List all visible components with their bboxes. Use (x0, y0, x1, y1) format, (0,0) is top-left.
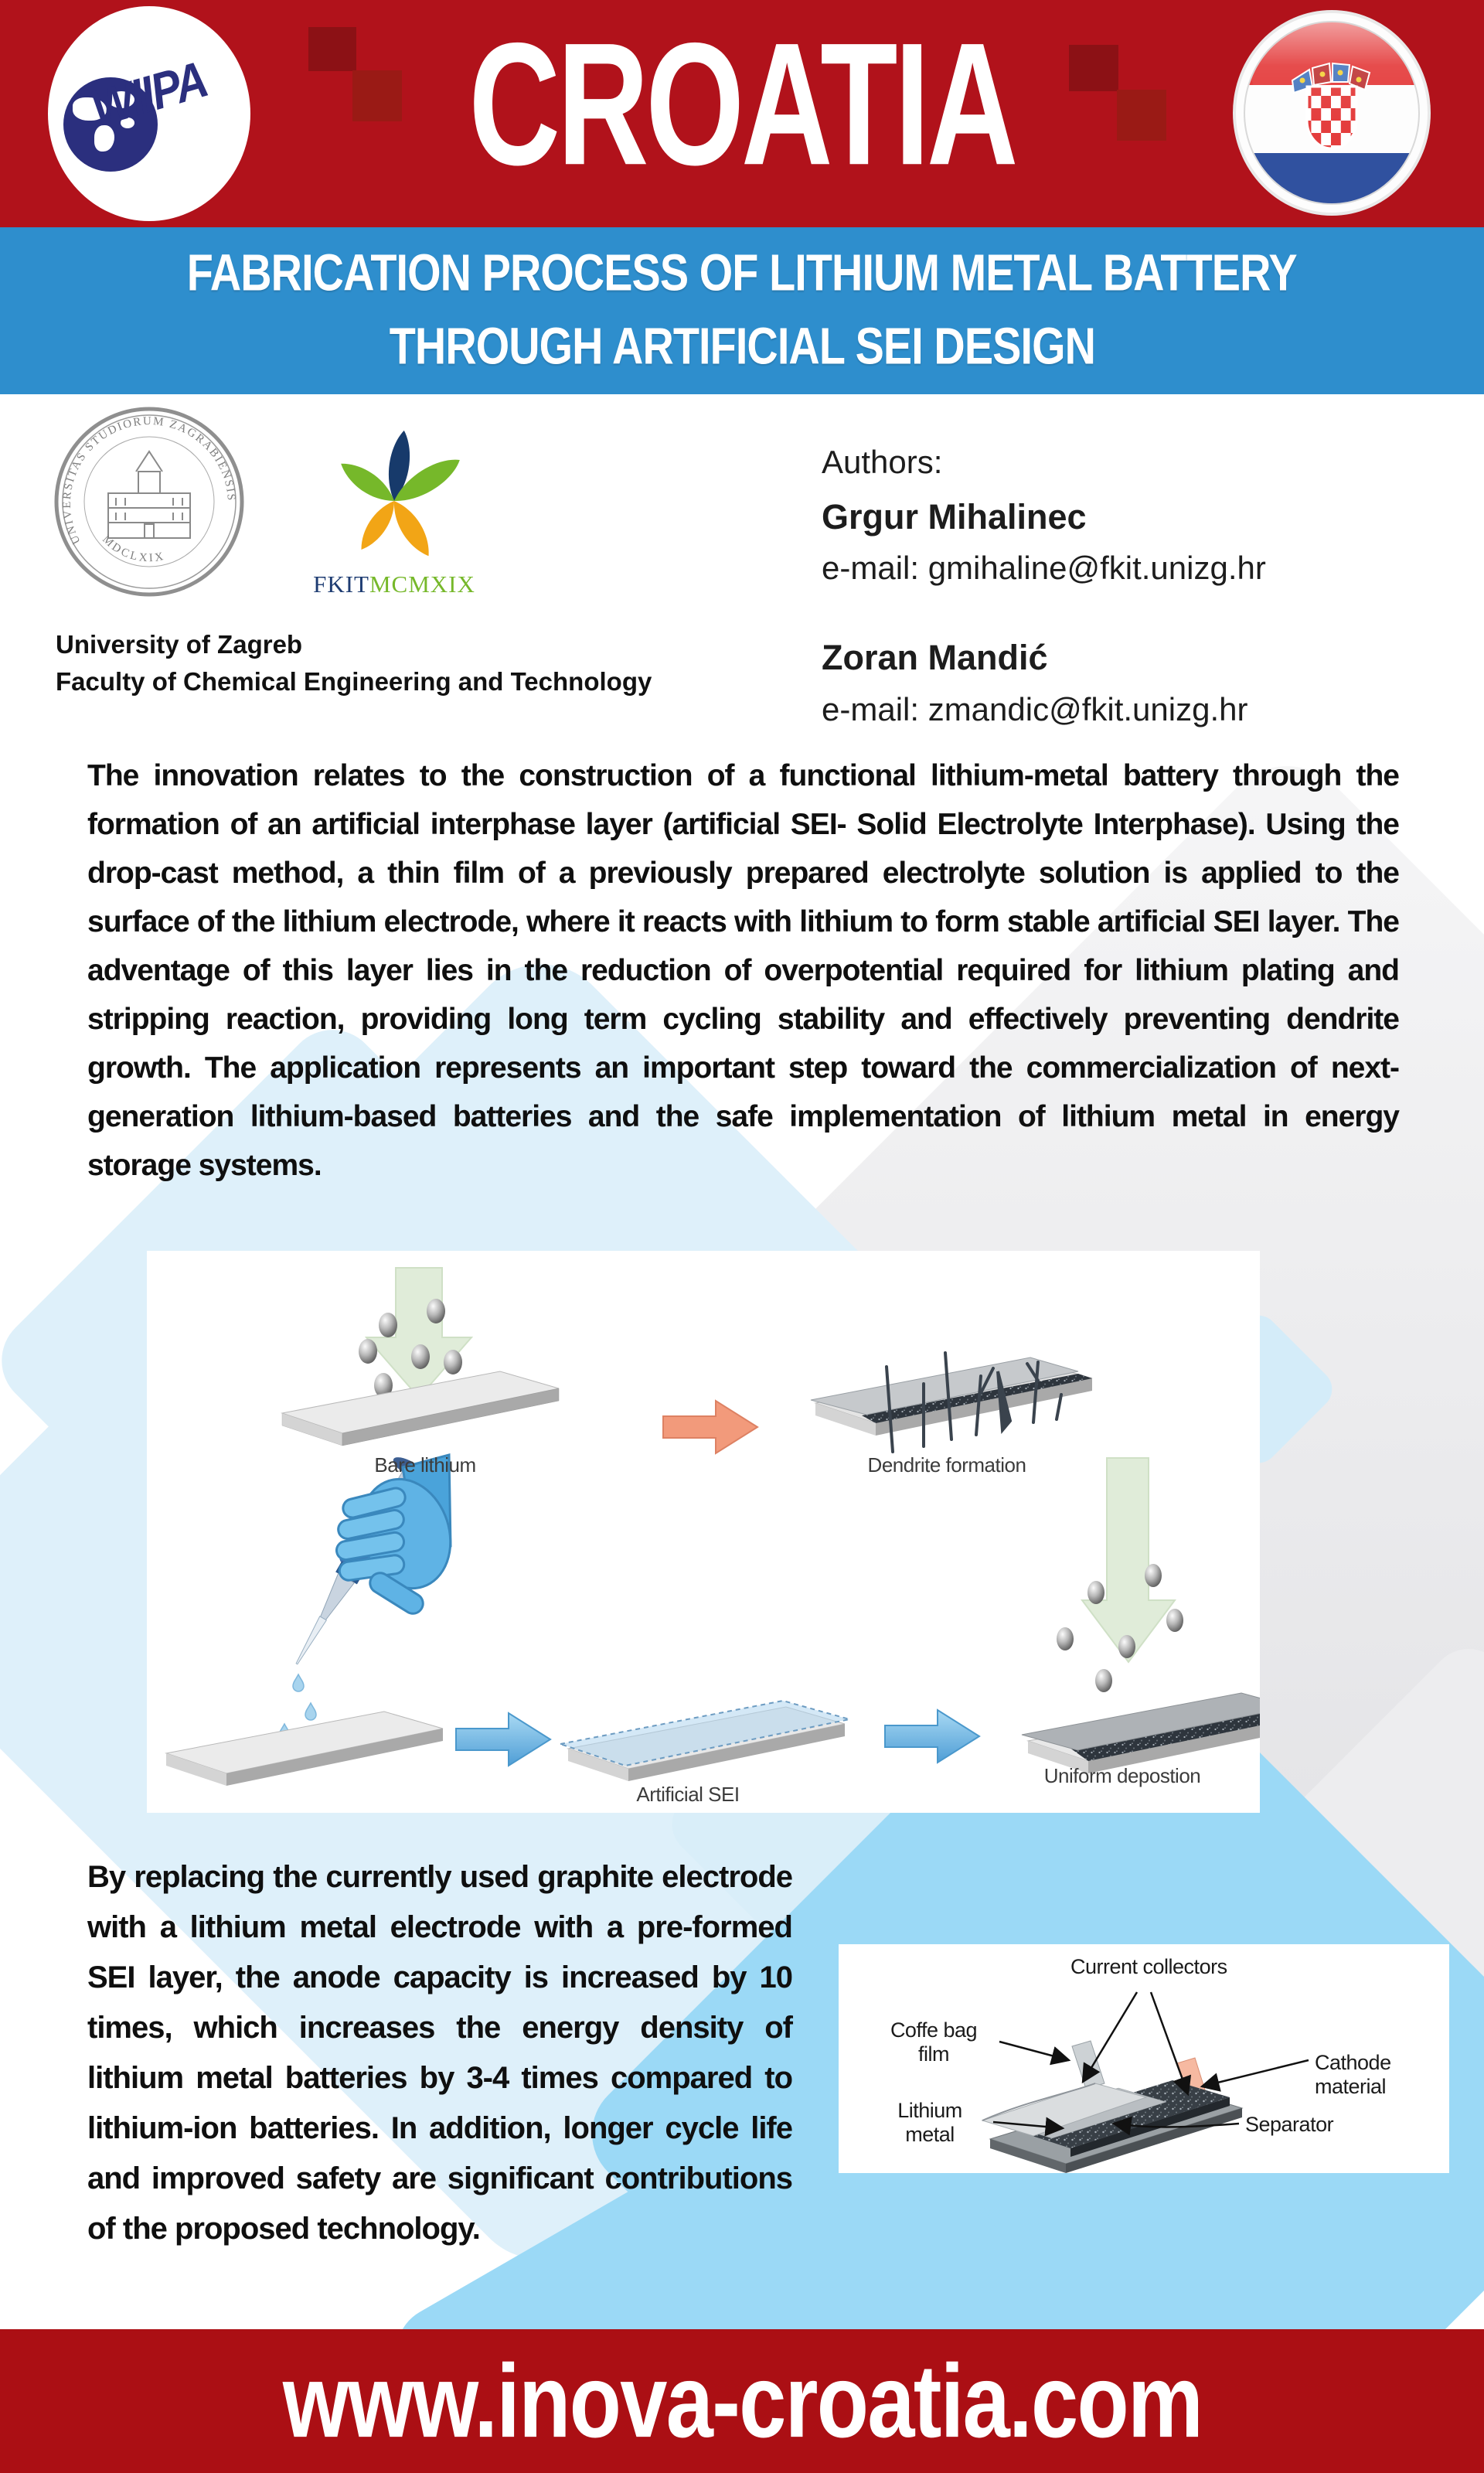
author-name: Grgur Mihalinec (822, 496, 1087, 536)
benefits-paragraph: By replacing the currently used graphite electrode with a lithium metal electrode with a pre-formed SEI layer, the anode capacity is increased by 10 times, which increases the energy density of lithium metal batteries by 3-4 times compared to lithium-ion batteries. In addition, longer cycle life and improved safety are significant contributions of the proposed technology. (87, 1860, 792, 2246)
battery-diagram (839, 1944, 1449, 2173)
process-figure (147, 1251, 1260, 1813)
diagram-label-lithium-metal: Lithium metal (897, 2099, 962, 2146)
pipette-icon (281, 1453, 464, 1674)
diagram-label-current-collectors: Current collectors (1070, 1955, 1227, 1978)
drop-cast-slab-icon (166, 1712, 443, 1786)
artificial-sei-slab-icon (560, 1701, 849, 1781)
fkit-year: MCMXIX (369, 571, 475, 598)
croatia-flag-icon (1232, 9, 1431, 220)
diagram-label-cathode-material: Cathode material (1315, 2051, 1391, 2098)
glove-icon (335, 1455, 465, 1617)
decor-square-icon (308, 27, 356, 71)
institution-line2: Faculty of Chemical Engineering and Technology (56, 667, 652, 696)
fkit-logo-icon (294, 402, 495, 607)
wiipa-logo (48, 6, 250, 221)
footer-band (0, 2329, 1484, 2473)
decor-square-icon (1117, 90, 1166, 141)
figure-label-artificial-sei: Artificial SEI (636, 1783, 740, 1806)
orange-right-arrow-icon (663, 1401, 757, 1453)
wiipa-wordmark: WIIPA (84, 50, 213, 138)
diagram-label-separator: Separator (1245, 2113, 1334, 2136)
dendrite-slab-icon (811, 1353, 1092, 1452)
blue-right-arrow-icon (885, 1710, 979, 1763)
battery-stack-icon (982, 2041, 1242, 2173)
fkit-acronym: FKIT (313, 571, 369, 598)
figure-label-dendrite: Dendrite formation (867, 1453, 1026, 1477)
author-email: e-mail: zmandic@fkit.unizg.hr (822, 690, 1248, 727)
poster-title-line1: FABRICATION PROCESS OF LITHIUM METAL BATTERY (187, 244, 1297, 303)
website-url: www.inova-croatia.com (282, 2342, 1202, 2460)
diagram-label-coffe-bag-film: Coffe bag film (890, 2018, 978, 2066)
brand-title: CROATIA (468, 6, 1016, 202)
decor-square-icon (1069, 45, 1118, 91)
seal-year-text: MDCLXIX (100, 533, 167, 565)
institution-line1: University of Zagreb (56, 630, 303, 659)
uz-seal-icon (54, 407, 244, 601)
poster-title-line2: THROUGH ARTIFICIAL SEI DESIGN (389, 318, 1095, 376)
seal-ring-text: UNIVERSITAS STUDIORUM ZAGRABIENSIS (60, 415, 238, 547)
figure-label-bare-lithium: Bare lithium (374, 1453, 476, 1477)
decor-square-icon (352, 70, 402, 121)
header-band (0, 0, 1484, 227)
uniform-deposition-slab-icon (1022, 1693, 1260, 1773)
green-down-arrow-icon (1082, 1458, 1175, 1662)
blue-right-arrow-icon (456, 1713, 550, 1766)
authors-heading: Authors: (822, 444, 943, 480)
title-banner (0, 227, 1484, 394)
author-email: e-mail: gmihaline@fkit.unizg.hr (822, 549, 1266, 586)
intro-paragraph: The innovation relates to the construction of a functional lithium-metal battery through the formation of an artificial interphase layer (artificial SEI- Solid Electrolyte Interphase). Using the drop-cast method, a thin film of a previously prepared electrolyte solution is applied to the surface of the lithium electrode, where it reacts with lithium to form stable artificial SEI layer. The adventage of this layer lies in the reduction of overpotential required for lithium plating and stripping reaction, providing long term cycling stability and effectively preventing dendrite growth. The application represents an important step toward the commercialization of next-generation lithium-based batteries and the safe implementation of lithium metal in energy storage systems. (87, 759, 1399, 1182)
author-name: Zoran Mandić (822, 638, 1048, 678)
institution-block (56, 626, 652, 700)
figure-label-uniform-deposition: Uniform depostion (1043, 1764, 1201, 1787)
content-area (0, 394, 1484, 2329)
authors-block (822, 442, 1266, 730)
